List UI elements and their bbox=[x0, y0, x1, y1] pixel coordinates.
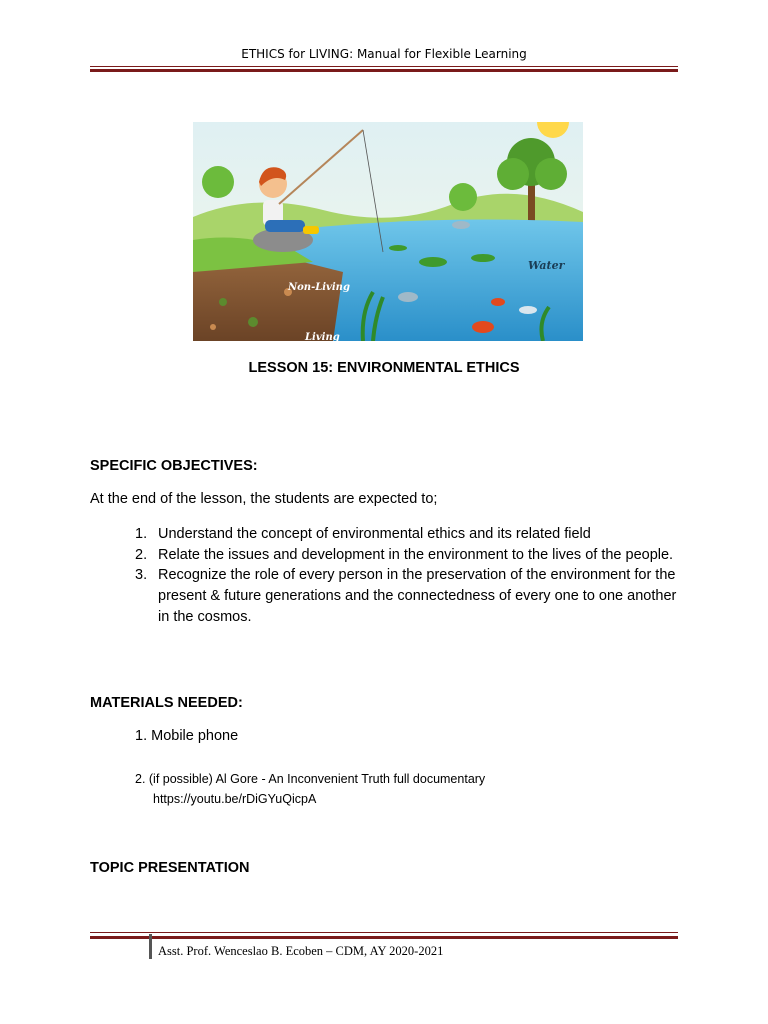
materials-item-1: 1. Mobile phone bbox=[135, 728, 239, 744]
documentary-link[interactable]: https://youtu.be/rDiGYuQicpA bbox=[153, 792, 317, 806]
lesson-title: LESSON 15: ENVIRONMENTAL ETHICS bbox=[248, 360, 520, 376]
header-title: ETHICS for LIVING: Manual for Flexible Learning bbox=[241, 47, 527, 61]
objective-text: Understand the concept of environmental ethics and its related field bbox=[158, 526, 591, 542]
materials-heading: MATERIALS NEEDED: bbox=[90, 695, 243, 711]
illustration-label-nonliving: Non-Living bbox=[288, 282, 350, 293]
header-rule-thick bbox=[90, 69, 678, 72]
topic-heading: TOPIC PRESENTATION bbox=[90, 860, 250, 876]
objectives-list bbox=[135, 524, 680, 628]
illustration-label-water: Water bbox=[528, 259, 565, 272]
environment-illustration bbox=[193, 122, 583, 341]
objective-item bbox=[135, 524, 680, 545]
objective-text: Recognize the role of every person in the preservation of the environment for the present & future generations and the connectedness of every one to one another in the cosmos. bbox=[158, 567, 677, 625]
objectives-heading: SPECIFIC OBJECTIVES: bbox=[90, 458, 258, 474]
materials-item-2-text: 2. (if possible) Al Gore - An Inconvenient Truth full documentary bbox=[135, 772, 486, 786]
materials-item-2 bbox=[135, 769, 485, 809]
objective-number: 3. bbox=[135, 567, 148, 584]
footer-bar bbox=[149, 934, 152, 959]
illustration-label-living: Living bbox=[305, 332, 340, 341]
objective-number: 1. bbox=[135, 526, 148, 542]
objective-text: Relate the issues and development in the environment to the lives of the people. bbox=[158, 546, 674, 563]
objective-item bbox=[135, 565, 680, 627]
objective-number: 2. bbox=[135, 546, 148, 563]
header-rule-thin bbox=[90, 66, 678, 67]
footer-rule-thick bbox=[90, 936, 678, 939]
objectives-intro: At the end of the lesson, the students are expected to; bbox=[90, 491, 438, 507]
footer-text: Asst. Prof. Wenceslao B. Ecoben – CDM, AY 2020-2021 bbox=[158, 944, 444, 958]
footer-rule-thin bbox=[90, 932, 678, 933]
objective-item bbox=[135, 545, 680, 566]
